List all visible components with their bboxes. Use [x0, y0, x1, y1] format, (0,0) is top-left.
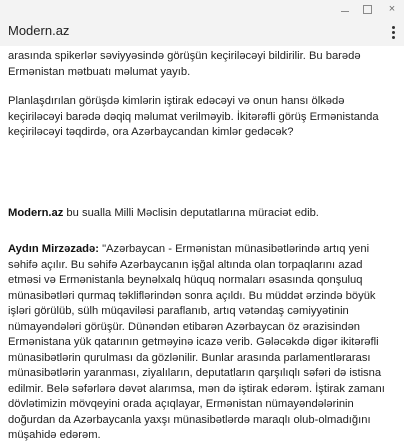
- window-controls: [341, 0, 398, 18]
- close-icon[interactable]: ×: [388, 3, 396, 15]
- article-paragraph: arasında spikerlər səviyyəsində görüşün keçiriləcəyi bildirilir. Bu barədə Ermənistan mətbuatı məlumat yayıb.: [8, 50, 361, 78]
- paragraph-text: bu sualla Milli Məclisin deputatlarına müraciət edib.: [63, 207, 319, 219]
- article-paragraph: Planlaşdırılan görüşdə kimlərin iştirak edəcəyi və onun hansı ölkədə keçiriləcəyi barədə dəqiq məlumat verilməyib. İkitərəfli görüş Ermənistanda keçiriləcəyi təqdirdə, ora Azərbaycandan kimlər gedəcək?: [8, 95, 379, 138]
- source-name: Modern.az: [8, 207, 64, 219]
- speaker-name: Aydın Mirzəzadə:: [8, 243, 99, 255]
- app-title: Modern.az: [8, 23, 70, 38]
- more-vertical-icon[interactable]: [388, 22, 398, 42]
- quote-text: "Azərbaycan - Ermənistan münasibətlərində artıq yeni səhifə açılır. Bu səhifə Azərbaycanın işğal altında olan torpaqlarını azad etməsi və Ermənistanla beynəlxalq hüquq normaları əsasında qonşuluq münasibətləri qurmaq təkliflərindən sonra açıldı. Bu müddət ərzində böyük işləri görülüb, sülh müqaviləsi paraflanıb, artıq vətəndaş cəmiyyətinin nümayəndələri görüşür. Dünəndən etibarən Azərbaycan öz ərazisindən Ermənistana yük qatarının getməyinə icazə verib. Gələcəkdə digər ikitərəfli münasibətlərin qurulması da gözlənilir. Bunlar arasında parlamentlərarası münasibətlərin yaranması, ziyalıların, deputatların qarşılıqlı səfəri də istisna edilmir. Belə səfərlərə dəvət alarımsa, mən də iştirak edərəm. İştirak zamanı dövlətimizin mövqeyini orada açıqlayar, Ermənistan nümayəndələrinin doğurdan da Azərbaycanla yaxşı münasibətlərdə maraqlı olub-olmadığını müşahidə edərəm.: [8, 243, 385, 441]
- maximize-icon[interactable]: [363, 5, 372, 14]
- minimize-icon[interactable]: [341, 3, 349, 12]
- app-bar: [0, 18, 404, 46]
- article-paragraph: [8, 206, 398, 222]
- window-titlebar: [0, 0, 404, 18]
- article-quote: [8, 242, 398, 444]
